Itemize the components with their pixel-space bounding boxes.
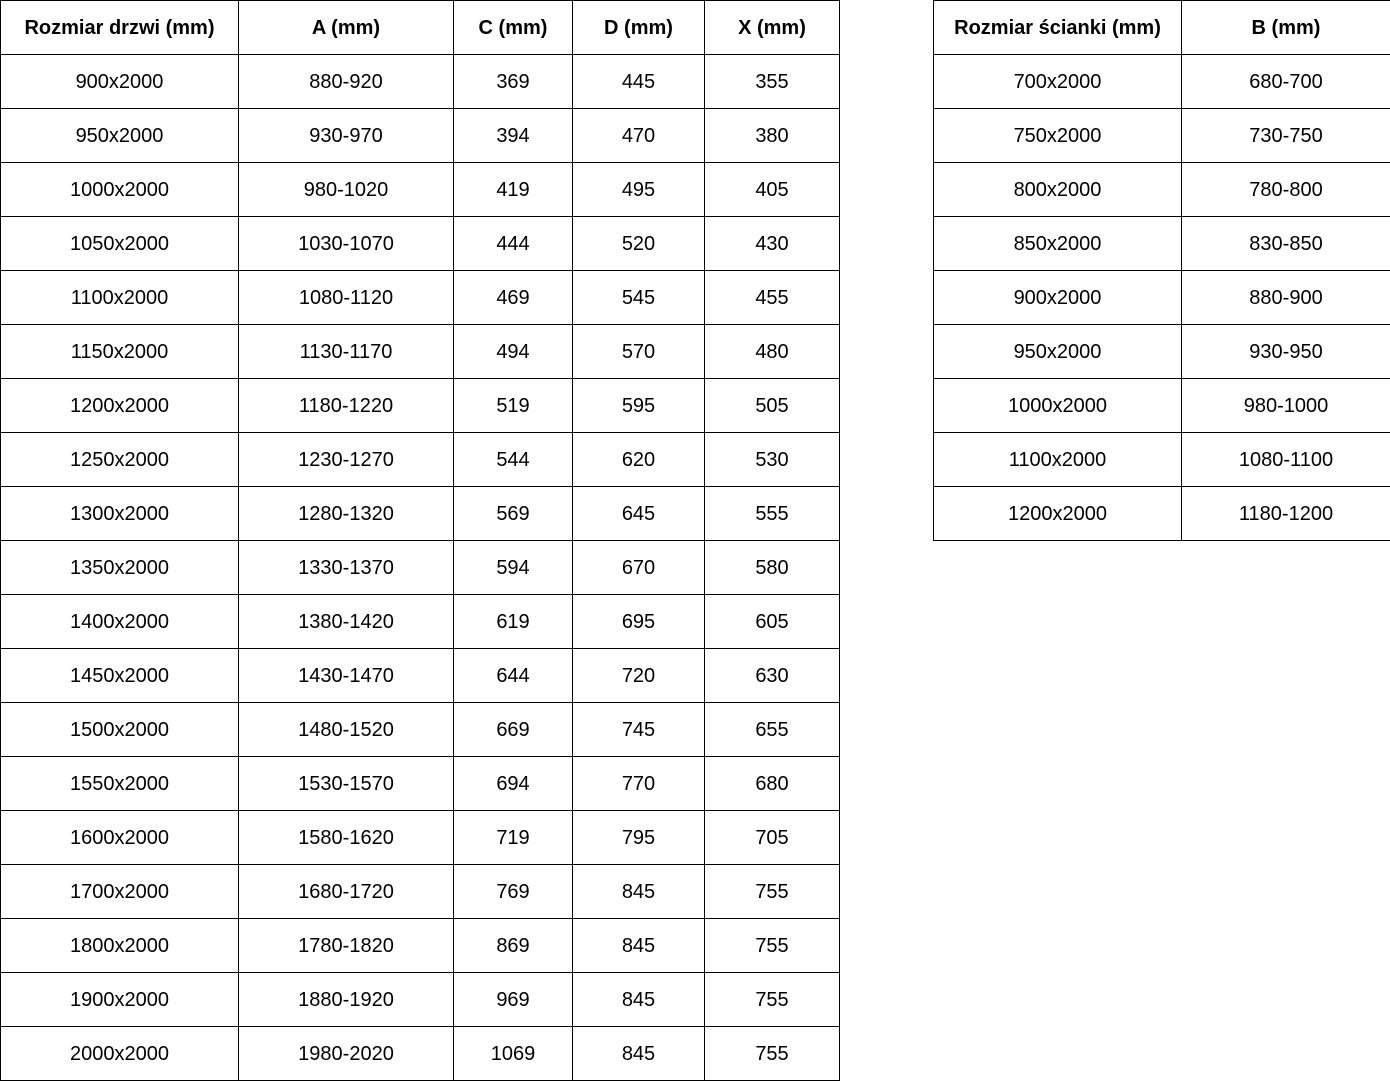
wall-sizes-table <box>933 0 1390 541</box>
cell-door-size: 1200x2000 <box>1 379 239 433</box>
cell-d: 645 <box>573 487 705 541</box>
cell-x: 555 <box>705 487 840 541</box>
table-row <box>934 325 1390 379</box>
cell-x: 480 <box>705 325 840 379</box>
cell-c: 619 <box>454 595 573 649</box>
cell-d: 845 <box>573 973 705 1027</box>
cell-d: 745 <box>573 703 705 757</box>
cell-c: 444 <box>454 217 573 271</box>
table-row <box>1 325 840 379</box>
table-row <box>1 433 840 487</box>
column-header-d: D (mm) <box>573 1 705 55</box>
table-row <box>934 163 1390 217</box>
cell-door-size: 1000x2000 <box>1 163 239 217</box>
wall-sizes-table-body <box>934 55 1390 541</box>
cell-d: 595 <box>573 379 705 433</box>
cell-b: 1180-1200 <box>1182 487 1390 541</box>
cell-a: 1530-1570 <box>239 757 454 811</box>
cell-wall-size: 750x2000 <box>934 109 1182 163</box>
cell-door-size: 900x2000 <box>1 55 239 109</box>
cell-x: 755 <box>705 919 840 973</box>
cell-door-size: 2000x2000 <box>1 1027 239 1081</box>
table-row <box>1 1027 840 1081</box>
table-row <box>1 217 840 271</box>
column-header-c: C (mm) <box>454 1 573 55</box>
cell-x: 680 <box>705 757 840 811</box>
table-row <box>1 55 840 109</box>
cell-c: 394 <box>454 109 573 163</box>
cell-a: 1030-1070 <box>239 217 454 271</box>
cell-a: 1130-1170 <box>239 325 454 379</box>
table-header-row <box>934 1 1390 55</box>
cell-door-size: 1900x2000 <box>1 973 239 1027</box>
door-sizes-table-head <box>1 1 840 55</box>
table-row <box>1 919 840 973</box>
cell-wall-size: 800x2000 <box>934 163 1182 217</box>
cell-wall-size: 950x2000 <box>934 325 1182 379</box>
cell-d: 845 <box>573 1027 705 1081</box>
cell-a: 880-920 <box>239 55 454 109</box>
cell-x: 505 <box>705 379 840 433</box>
cell-c: 644 <box>454 649 573 703</box>
cell-door-size: 1600x2000 <box>1 811 239 865</box>
column-header-x: X (mm) <box>705 1 840 55</box>
cell-c: 469 <box>454 271 573 325</box>
cell-wall-size: 850x2000 <box>934 217 1182 271</box>
cell-b: 880-900 <box>1182 271 1390 325</box>
cell-c: 494 <box>454 325 573 379</box>
cell-wall-size: 900x2000 <box>934 271 1182 325</box>
cell-c: 419 <box>454 163 573 217</box>
cell-a: 1280-1320 <box>239 487 454 541</box>
cell-a: 1480-1520 <box>239 703 454 757</box>
table-row <box>1 487 840 541</box>
table-row <box>1 973 840 1027</box>
cell-d: 695 <box>573 595 705 649</box>
table-row <box>934 55 1390 109</box>
cell-b: 830-850 <box>1182 217 1390 271</box>
cell-x: 530 <box>705 433 840 487</box>
cell-d: 770 <box>573 757 705 811</box>
cell-x: 655 <box>705 703 840 757</box>
cell-b: 980-1000 <box>1182 379 1390 433</box>
cell-a: 1680-1720 <box>239 865 454 919</box>
table-row <box>934 271 1390 325</box>
cell-c: 969 <box>454 973 573 1027</box>
cell-x: 580 <box>705 541 840 595</box>
cell-d: 445 <box>573 55 705 109</box>
cell-door-size: 950x2000 <box>1 109 239 163</box>
cell-c: 369 <box>454 55 573 109</box>
cell-x: 430 <box>705 217 840 271</box>
table-row <box>1 595 840 649</box>
cell-a: 1080-1120 <box>239 271 454 325</box>
cell-b: 730-750 <box>1182 109 1390 163</box>
table-row <box>1 541 840 595</box>
cell-d: 720 <box>573 649 705 703</box>
cell-door-size: 1100x2000 <box>1 271 239 325</box>
cell-d: 845 <box>573 919 705 973</box>
cell-c: 769 <box>454 865 573 919</box>
cell-x: 630 <box>705 649 840 703</box>
cell-x: 355 <box>705 55 840 109</box>
cell-c: 569 <box>454 487 573 541</box>
table-row <box>1 703 840 757</box>
cell-d: 845 <box>573 865 705 919</box>
table-row <box>1 649 840 703</box>
column-header-b: B (mm) <box>1182 1 1390 55</box>
table-row <box>1 865 840 919</box>
cell-d: 545 <box>573 271 705 325</box>
cell-a: 1980-2020 <box>239 1027 454 1081</box>
cell-d: 470 <box>573 109 705 163</box>
cell-wall-size: 1100x2000 <box>934 433 1182 487</box>
cell-d: 495 <box>573 163 705 217</box>
cell-door-size: 1250x2000 <box>1 433 239 487</box>
cell-d: 795 <box>573 811 705 865</box>
cell-c: 594 <box>454 541 573 595</box>
cell-c: 669 <box>454 703 573 757</box>
table-row <box>1 109 840 163</box>
cell-x: 755 <box>705 865 840 919</box>
cell-a: 1380-1420 <box>239 595 454 649</box>
cell-door-size: 1800x2000 <box>1 919 239 973</box>
cell-d: 620 <box>573 433 705 487</box>
cell-door-size: 1450x2000 <box>1 649 239 703</box>
cell-d: 670 <box>573 541 705 595</box>
cell-c: 544 <box>454 433 573 487</box>
cell-x: 380 <box>705 109 840 163</box>
cell-a: 1580-1620 <box>239 811 454 865</box>
cell-x: 705 <box>705 811 840 865</box>
cell-a: 930-970 <box>239 109 454 163</box>
cell-door-size: 1150x2000 <box>1 325 239 379</box>
cell-d: 520 <box>573 217 705 271</box>
cell-a: 1880-1920 <box>239 973 454 1027</box>
cell-c: 1069 <box>454 1027 573 1081</box>
cell-b: 930-950 <box>1182 325 1390 379</box>
cell-a: 1330-1370 <box>239 541 454 595</box>
cell-c: 869 <box>454 919 573 973</box>
cell-b: 1080-1100 <box>1182 433 1390 487</box>
cell-x: 405 <box>705 163 840 217</box>
cell-x: 755 <box>705 1027 840 1081</box>
cell-b: 680-700 <box>1182 55 1390 109</box>
cell-a: 1180-1220 <box>239 379 454 433</box>
cell-door-size: 1300x2000 <box>1 487 239 541</box>
cell-door-size: 1550x2000 <box>1 757 239 811</box>
door-sizes-table-body <box>1 55 840 1081</box>
cell-c: 719 <box>454 811 573 865</box>
table-row <box>934 379 1390 433</box>
column-header-wall-size: Rozmiar ścianki (mm) <box>934 1 1182 55</box>
cell-a: 1780-1820 <box>239 919 454 973</box>
cell-door-size: 1700x2000 <box>1 865 239 919</box>
table-row <box>1 271 840 325</box>
column-header-a: A (mm) <box>239 1 454 55</box>
table-row <box>1 757 840 811</box>
wall-sizes-table-head <box>934 1 1390 55</box>
cell-x: 755 <box>705 973 840 1027</box>
table-row <box>934 487 1390 541</box>
cell-x: 605 <box>705 595 840 649</box>
column-header-door-size: Rozmiar drzwi (mm) <box>1 1 239 55</box>
cell-wall-size: 700x2000 <box>934 55 1182 109</box>
table-row <box>934 217 1390 271</box>
cell-wall-size: 1000x2000 <box>934 379 1182 433</box>
cell-x: 455 <box>705 271 840 325</box>
cell-door-size: 1350x2000 <box>1 541 239 595</box>
cell-door-size: 1050x2000 <box>1 217 239 271</box>
table-row <box>1 379 840 433</box>
cell-b: 780-800 <box>1182 163 1390 217</box>
table-row <box>934 433 1390 487</box>
table-header-row <box>1 1 840 55</box>
table-row <box>1 163 840 217</box>
table-row <box>1 811 840 865</box>
cell-a: 1430-1470 <box>239 649 454 703</box>
cell-c: 694 <box>454 757 573 811</box>
table-row <box>934 109 1390 163</box>
cell-d: 570 <box>573 325 705 379</box>
cell-door-size: 1400x2000 <box>1 595 239 649</box>
cell-wall-size: 1200x2000 <box>934 487 1182 541</box>
cell-door-size: 1500x2000 <box>1 703 239 757</box>
cell-c: 519 <box>454 379 573 433</box>
cell-a: 1230-1270 <box>239 433 454 487</box>
cell-a: 980-1020 <box>239 163 454 217</box>
